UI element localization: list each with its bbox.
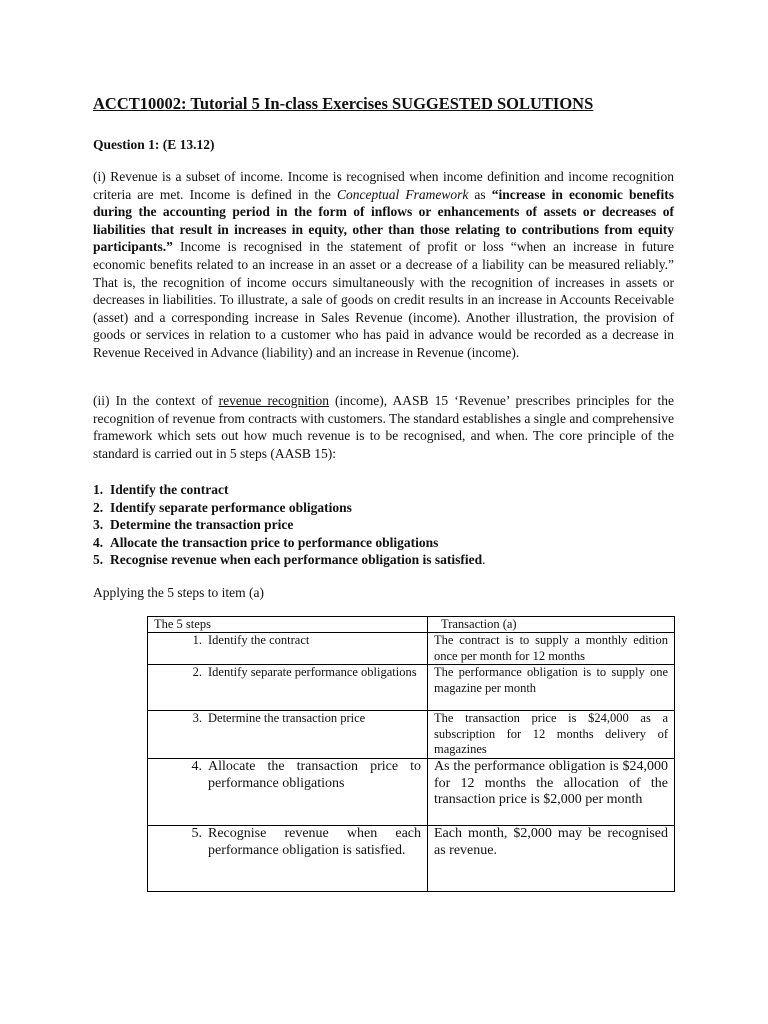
list-item-text: Recognise revenue when each performance obligation is satisfied xyxy=(110,552,483,568)
list-end-period: . xyxy=(482,552,486,568)
revenue-recognition-term: revenue recognition xyxy=(218,393,329,408)
list-item xyxy=(93,516,485,534)
table-cell-step xyxy=(148,758,428,825)
paragraph-part-i xyxy=(93,168,674,362)
step-number: 5. xyxy=(191,825,202,841)
step-text: Identify separate performance obligations xyxy=(208,665,417,680)
table-cell-transaction: Each month, $2,000 may be recognised as revenue. xyxy=(428,825,675,891)
part-i-text-e: Income is recognised in the statement of profit or loss “when an increase in future economic benefits related to an increase in an asset or a decrease of a liability can be measured reliably.” That is, the recognition of income occurs simultaneously with the recognition of increases in assets or decreases in liabilities. To illustrate, a sale of goods on credit results in an increase in Accounts Receivable (asset) and a corresponding increase in Sales Revenue (income). Another illustration, the provision of goods or services in relation to a customer who has paid in advance would be recorded as a decrease in Revenue Received in Advance (liability) and an increase in Revenue (income). xyxy=(93,239,674,360)
step-text: Determine the transaction price xyxy=(208,711,366,726)
list-item xyxy=(93,551,485,569)
table-row xyxy=(148,825,675,891)
applying-caption: Applying the 5 steps to item (a) xyxy=(93,585,264,600)
table-row xyxy=(148,711,675,759)
table-row xyxy=(148,758,675,825)
list-item-text: Identify the contract xyxy=(110,482,229,497)
part-ii-text-c: (income), AASB 15 ‘Revenue’ prescribes principles for the recognition of revenue from contracts with customers. The standard establishes a single and comprehensive framework which sets out how much revenue is to be recognised, and when. The core principle of the standard is carried out in 5 steps (AASB 15): xyxy=(93,393,674,461)
table-header-transaction: Transaction (a) xyxy=(428,617,675,633)
list-item xyxy=(93,534,485,552)
step-number: 4. xyxy=(191,758,202,774)
list-item-text: Identify separate performance obligations xyxy=(110,499,352,515)
table-cell-transaction: The contract is to supply a monthly edition once per month for 12 months xyxy=(428,633,675,665)
table-cell-step xyxy=(148,633,428,665)
question-heading: Question 1: (E 13.12) xyxy=(93,137,215,152)
step-text: Identify the contract xyxy=(208,633,310,647)
step-text: Recognise revenue when each performance obligation is satisfied. xyxy=(208,825,421,858)
list-item xyxy=(93,499,485,517)
table-cell-transaction: The transaction price is $24,000 as a subscription for 12 months delivery of magazines xyxy=(428,711,675,759)
income-definition-quote: “increase in economic benefits during the accounting period in the form of inflows or enhancements of assets or decreases of liabilities that result in increases in equity, other than those relating to contributions from equity participants.” xyxy=(93,186,675,255)
table-cell-transaction: The performance obligation is to supply one magazine per month xyxy=(428,665,675,711)
table-row xyxy=(148,665,675,711)
part-ii-text-a: (ii) In the context of xyxy=(93,393,219,408)
step-text: Allocate the transaction price to performance obligations xyxy=(208,758,421,791)
list-item-text: Determine the transaction price xyxy=(110,517,294,533)
page-title: ACCT10002: Tutorial 5 In-class Exercises SUGGESTED SOLUTIONS xyxy=(93,94,594,113)
table-cell-step xyxy=(148,825,428,891)
step-number: 1. xyxy=(192,633,202,647)
part-i-text-c: as xyxy=(468,186,492,202)
step-number: 2. xyxy=(192,665,202,680)
table-header-steps: The 5 steps xyxy=(148,617,428,633)
list-item-text: Allocate the transaction price to performance obligations xyxy=(110,534,439,550)
list-item-number: 2. xyxy=(93,499,104,515)
step-number: 3. xyxy=(192,711,202,726)
table-cell-step xyxy=(148,665,428,711)
list-item-number: 4. xyxy=(93,534,104,550)
conceptual-framework-ref: Conceptual Framework xyxy=(337,186,469,202)
five-steps-list xyxy=(93,481,485,569)
part-i-text-a: (i) Revenue is a subset of income. Income is recognised when income definition and income recognition criteria are met. Income is defined in the xyxy=(93,169,674,202)
steps-table xyxy=(147,616,675,892)
list-item-number: 5. xyxy=(93,552,104,568)
list-item-number: 3. xyxy=(93,517,104,533)
table-cell-transaction: As the performance obligation is $24,000 for 12 months the allocation of the transaction price is $2,000 per month xyxy=(428,758,675,825)
table-header-row xyxy=(148,617,675,633)
paragraph-part-ii xyxy=(93,392,674,462)
list-item-number: 1. xyxy=(93,482,104,497)
table-row xyxy=(148,633,675,665)
table-cell-step xyxy=(148,711,428,759)
list-item xyxy=(93,481,485,499)
